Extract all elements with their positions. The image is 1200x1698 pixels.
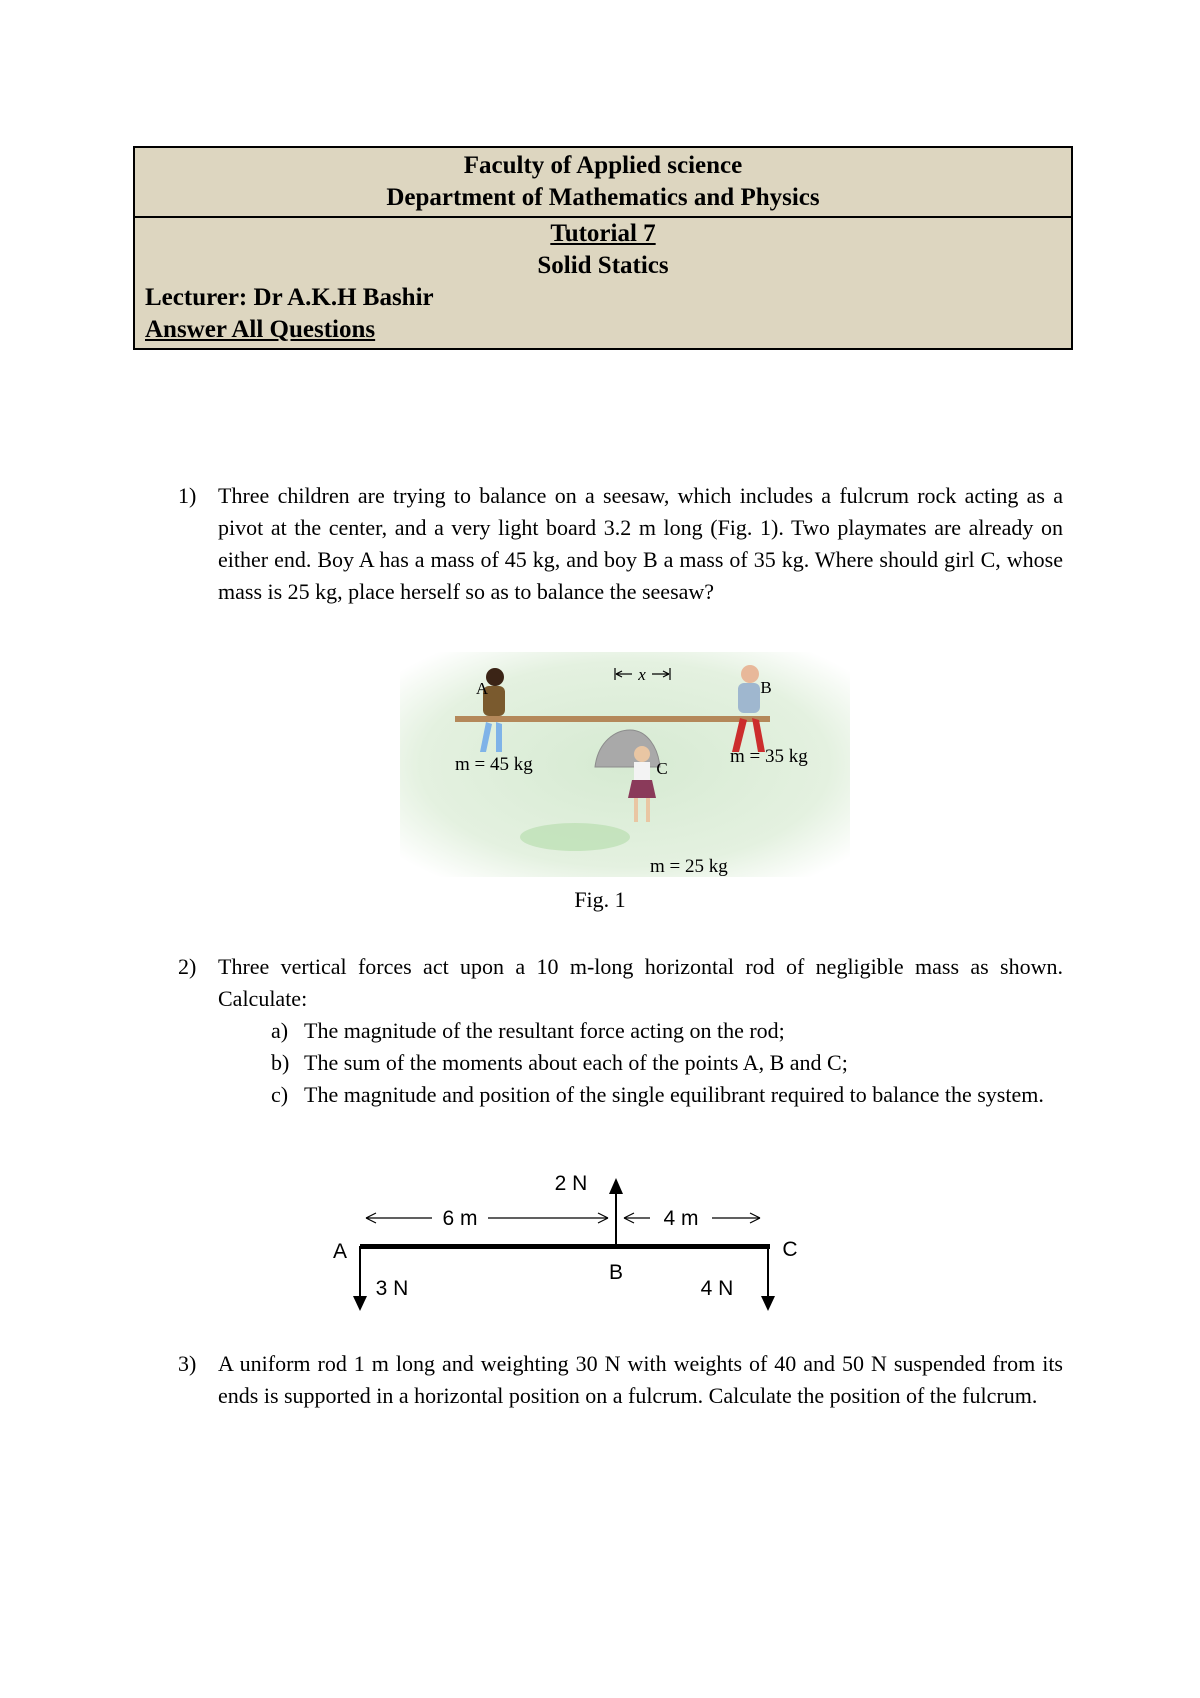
arrowhead-a	[353, 1296, 367, 1311]
question-number: 3)	[178, 1351, 197, 1376]
sub-question	[271, 1079, 1063, 1111]
dist-bc-label: 4 m	[663, 1207, 699, 1230]
label-a: A	[475, 679, 489, 698]
tutorial-title: Tutorial 7	[550, 220, 656, 247]
sub-question-letter: b)	[271, 1050, 290, 1075]
sub-question-list	[271, 1015, 1063, 1111]
lecturer-name: Lecturer: Dr A.K.H Bashir	[145, 284, 434, 311]
x-label: x	[638, 665, 646, 684]
force-diagram	[320, 1168, 820, 1318]
header-box	[133, 146, 1073, 350]
question-text: A uniform rod 1 m long and weighting 30 N with weights of 40 and 50 N suspended from its ends is supported in a horizontal position on a fulcrum. Calculate the position of the fulcrum.	[218, 1351, 1063, 1408]
sub-question	[271, 1047, 1063, 1079]
figure-1-caption: Fig. 1	[574, 887, 626, 912]
question-3	[178, 1348, 1063, 1412]
force-a-label: 3 N	[375, 1277, 409, 1300]
label-b: B	[760, 678, 772, 697]
sub-question-letter: c)	[271, 1082, 289, 1107]
rod	[360, 1244, 770, 1249]
sub-question-text: The magnitude and position of the single equilibrant required to balance the system.	[304, 1082, 1044, 1107]
arrowhead-c	[761, 1296, 775, 1311]
sub-question-text: The magnitude of the resultant force acting on the rod;	[304, 1018, 785, 1043]
seesaw-figure	[400, 652, 850, 877]
force-c-label: 4 N	[700, 1277, 734, 1300]
point-b-label: B	[608, 1261, 624, 1284]
question-2	[178, 951, 1063, 1111]
header-bottom	[135, 218, 1071, 348]
question-number: 1)	[178, 483, 197, 508]
point-a-label: A	[332, 1240, 348, 1263]
faculty-title: Faculty of Applied science	[463, 152, 743, 179]
sub-question-text: The sum of the moments about each of the points A, B and C;	[304, 1050, 848, 1075]
header-top	[135, 148, 1071, 218]
point-c-label: C	[782, 1238, 798, 1261]
subject-title: Solid Statics	[537, 252, 669, 279]
mass-b-label: m = 35 kg	[730, 746, 808, 767]
grass-patch	[520, 823, 630, 851]
question-text: Three vertical forces act upon a 10 m-long horizontal rod of negligible mass as shown. Calculate:	[218, 954, 1063, 1011]
seesaw-board	[455, 716, 770, 722]
dist-ab-label: 6 m	[442, 1207, 478, 1230]
mass-c-label: m = 25 kg	[650, 856, 728, 877]
sub-question	[271, 1015, 1063, 1047]
question-1	[178, 480, 1063, 608]
label-c: C	[656, 759, 668, 778]
sub-question-letter: a)	[271, 1018, 289, 1043]
question-number: 2)	[178, 954, 197, 979]
arrowhead-up	[609, 1178, 623, 1194]
question-text: Three children are trying to balance on a seesaw, which includes a fulcrum rock acting as a pivot at the center, and a very light board 3.2 m long (Fig. 1). Two playmates are already on either end. Boy A has a mass of 45 kg, and boy B a mass of 35 kg. Where should girl C, whose mass is 25 kg, place herself so as to balance the seesaw?	[218, 483, 1063, 604]
instruction-text: Answer All Questions	[145, 316, 376, 343]
department-title: Department of Mathematics and Physics	[386, 184, 820, 211]
mass-a-label: m = 45 kg	[455, 754, 533, 775]
force-up-label: 2 N	[554, 1172, 588, 1195]
